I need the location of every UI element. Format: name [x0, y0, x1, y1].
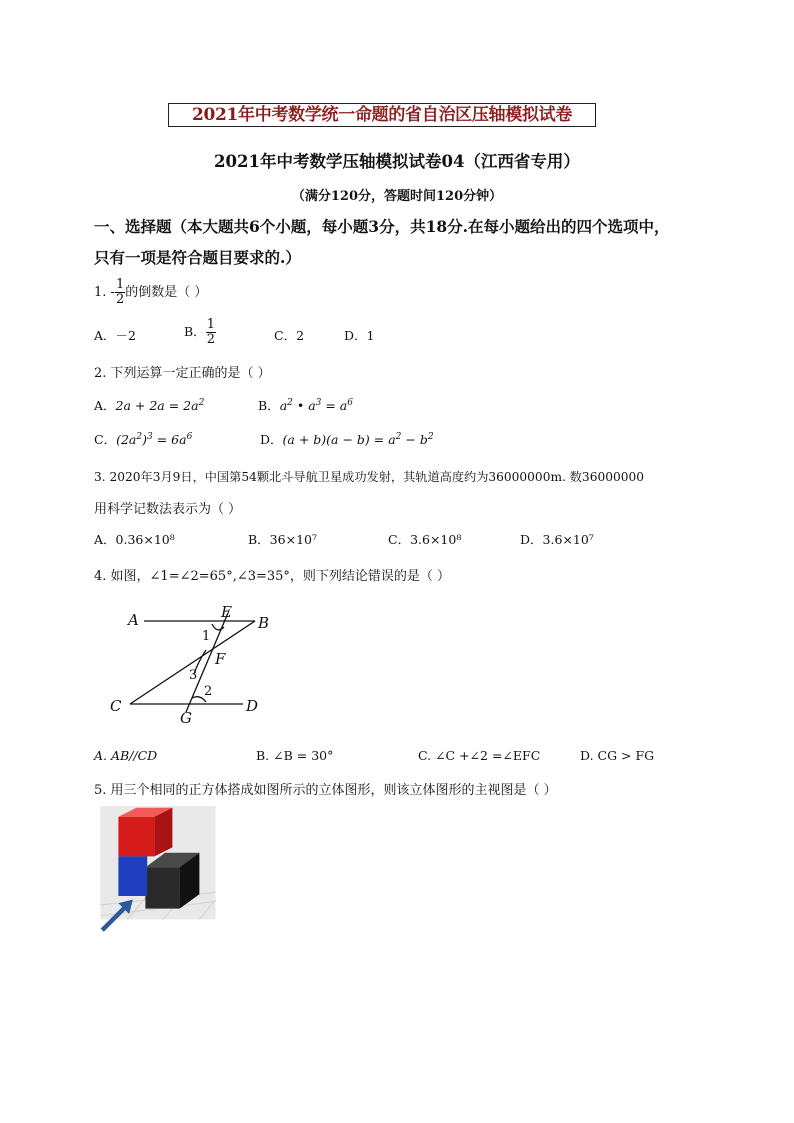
q3-option-c: C．3.6×10⁸ [388, 532, 462, 547]
exam-series-banner: 2021年中考数学统一命题的省自治区压轴模拟试卷 [168, 103, 596, 127]
geometry-figure [100, 602, 280, 727]
label-c: C [110, 697, 122, 715]
question-3-line2: 用科学记数法表示为（ ） [94, 502, 242, 517]
label-angle-2: 2 [204, 684, 213, 699]
q1-option-d: D．1 [344, 328, 375, 343]
question-1-stem [94, 278, 207, 307]
question-4-stem: 4. 如图，∠1=∠2=65°,∠3=35°，则下列结论错误的是（ ） [94, 569, 451, 584]
q1-suffix: 的倒数是（ ） [125, 285, 208, 300]
q4-option-a: A. AB//CD [94, 748, 158, 763]
label-e: E [221, 603, 232, 621]
q3-option-d: D．3.6×10⁷ [520, 532, 594, 547]
q2-option-a: A．$2a + 2a = 2a^2$ [94, 397, 205, 413]
label-g: G [180, 709, 192, 727]
label-angle-1: 1 [202, 629, 211, 644]
paper-subtitle: （满分120分，答题时间120分钟） [291, 189, 503, 204]
q1-option-b: B． $\frac{1}{2}$ [184, 317, 215, 347]
label-b: B [258, 614, 270, 632]
red-cube-front [118, 817, 154, 857]
question-5-stem: 5. 用三个相同的正方体搭成如图所示的立体图形，则该立体图形的主视图是（ ） [94, 783, 557, 798]
black-cube-front [145, 867, 179, 908]
line-bc [130, 621, 255, 704]
q4-option-d: D. CG > FG [580, 748, 655, 763]
section-heading-line1: 一、选择题（本大题共6个小题，每小题3分，共18分.在每小题给出的四个选项中， [94, 217, 670, 236]
question-3-line1: 3. 2020年3月9日，中国第54颗北斗导航卫星成功发射，其轨道高度约为36000000m. 数36000000 [94, 470, 644, 484]
q1-option-a: A．－2 [94, 328, 136, 343]
section-heading-line2: 只有一项是符合题目要求的.） [94, 248, 301, 267]
label-a: A [128, 611, 139, 629]
q4-option-c: C. ∠C +∠2 =∠EFC [418, 748, 541, 763]
q3-option-b: B．36×10⁷ [248, 532, 317, 547]
q4-option-b: B. ∠B = 30° [256, 748, 334, 763]
cube-figure [94, 806, 222, 932]
question-2-stem: 2. 下列运算一定正确的是（ ） [94, 366, 271, 381]
blue-cube-front [118, 856, 147, 896]
q1-prefix: 1. - [94, 285, 115, 300]
q3-option-a: A．0.36×10⁸ [94, 532, 175, 547]
q2-option-b: B．$a^2$ • $a^3 = a^6$ [258, 397, 353, 413]
q1-option-c: C．2 [274, 328, 305, 343]
label-angle-3: 3 [189, 668, 198, 683]
q2-option-d: D．$(a + b)(a - b) = a^2 - b^2$ [260, 431, 434, 447]
paper-title: 2021年中考数学压轴模拟试卷04（江西省专用） [214, 152, 580, 171]
q2-option-c: C．$(2a^2)^3 = 6a^6$ [94, 431, 193, 447]
label-f: F [215, 650, 226, 668]
label-d: D [246, 697, 259, 715]
q1-fraction: $\frac{1}{2}$ [115, 277, 125, 307]
